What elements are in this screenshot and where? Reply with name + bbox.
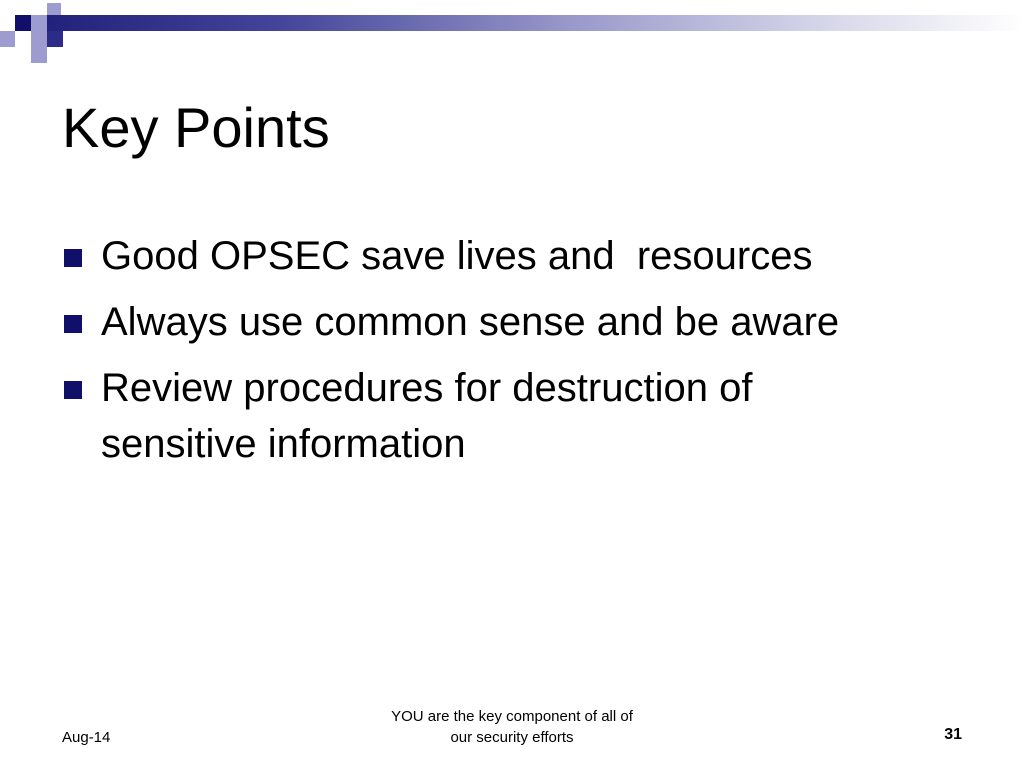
header-square-light: [31, 31, 47, 47]
header-square-mid: [47, 31, 63, 47]
header-square-light: [31, 47, 47, 63]
footer-caption-line: our security efforts: [450, 729, 574, 746]
header-square-light: [31, 15, 47, 31]
square-bullet-icon: [64, 315, 82, 333]
bullet-text: Review procedures for destruction of sensitive information: [101, 366, 753, 466]
bullet-item: [62, 294, 962, 350]
header-square-white: [15, 31, 31, 47]
footer-caption-line: YOU are the key component of all of: [391, 708, 633, 725]
slide-title: Key Points: [62, 96, 330, 159]
header-square-light: [0, 31, 15, 47]
bullet-item: [62, 228, 962, 284]
square-bullet-icon: [64, 381, 82, 399]
footer-date: Aug-14: [62, 729, 111, 746]
bullet-list: [62, 228, 962, 482]
header-square-light: [47, 3, 61, 15]
footer-caption: [312, 706, 712, 748]
square-bullet-icon: [64, 249, 82, 267]
header-square-dark: [15, 15, 31, 31]
bullet-text: Always use common sense and be aware: [101, 300, 840, 344]
bullet-text: Good OPSEC save lives and resources: [101, 234, 813, 278]
page-number: 31: [944, 726, 962, 743]
header-gradient-bar: [30, 15, 1024, 31]
bullet-item: [62, 360, 962, 472]
